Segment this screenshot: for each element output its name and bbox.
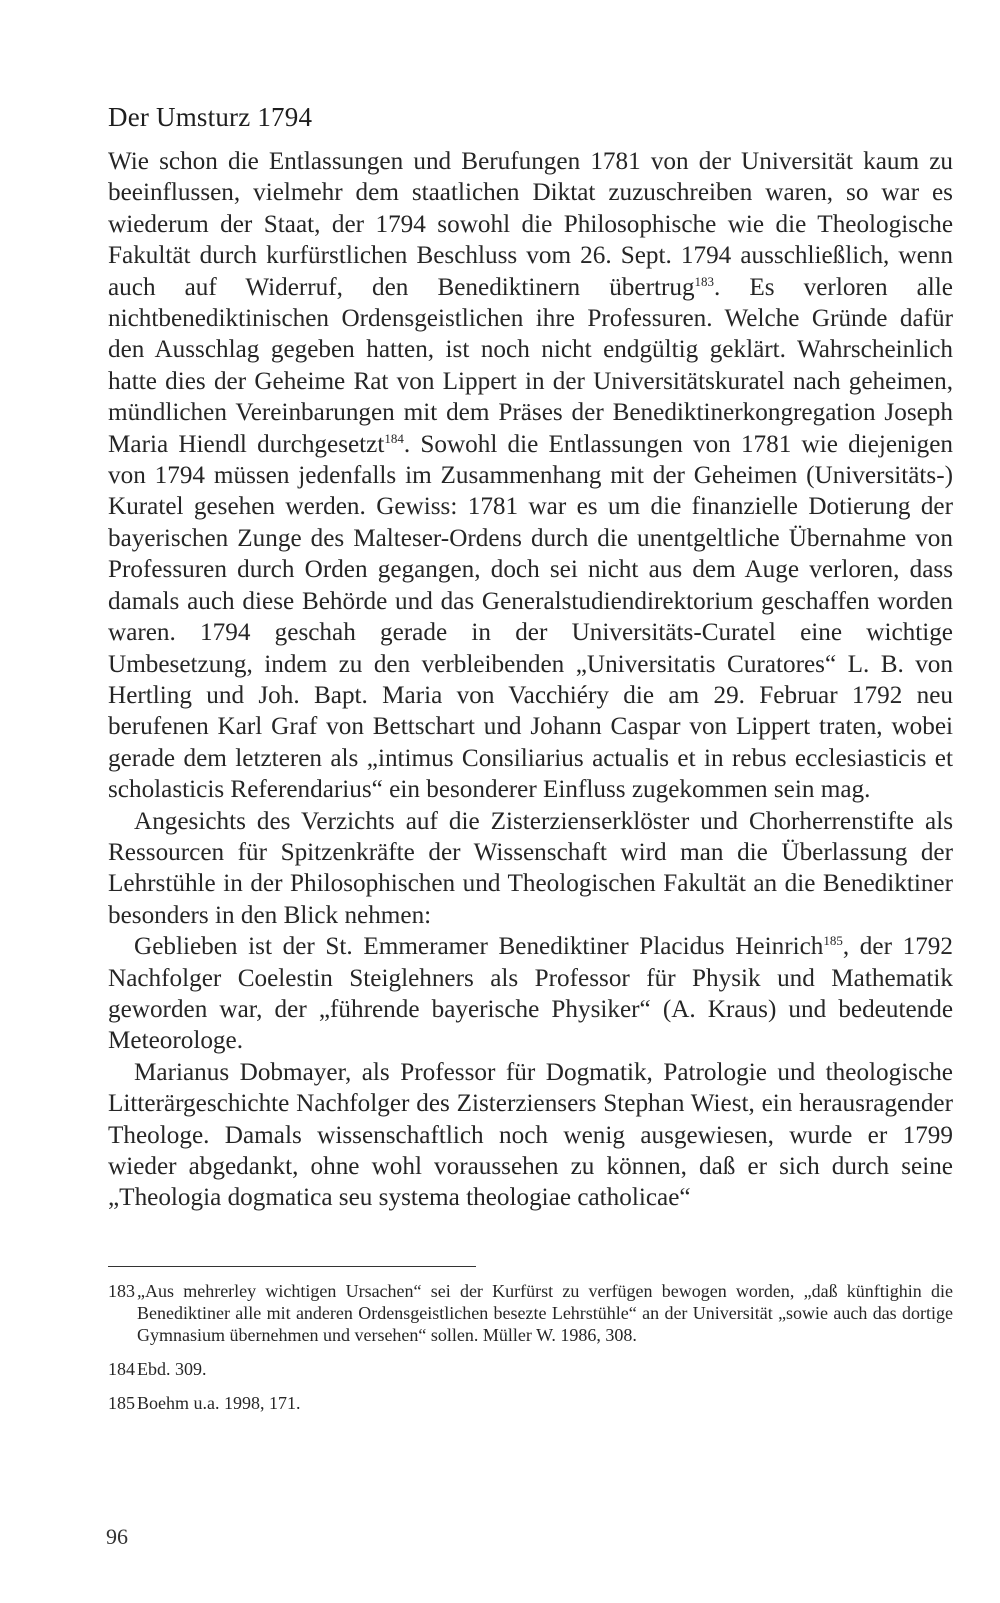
footnote-ref-185[interactable]: 185: [823, 933, 843, 949]
body-text: [108, 146, 953, 1214]
paragraph-1-text-a: Wie schon die Entlassungen und Berufungen 1781 von der Universität kaum zu beeinflussen, vielmehr dem staatlichen Diktat zuzuschreiben waren, so war es wiederum der Staat, der 1794 sowohl die Philosophische wie die Theologische Fakultät durch kurfürstlichen Beschluss vom 26. Sept. 1794 ausschließlich, wenn auch auf Widerruf, den Benediktinern übertrug: [108, 148, 953, 301]
footnote-185: [108, 1392, 953, 1414]
footnote-number: 184: [108, 1359, 135, 1379]
footnote-ref-184[interactable]: 184: [384, 430, 404, 446]
footnotes: [108, 1280, 953, 1426]
footnote-184: [108, 1358, 953, 1380]
paragraph-1-text-b: . Es verloren alle nichtbenediktinischen Ordensgeistlichen ihre Professuren. Welche Gründe dafür den Ausschlag gegeben hatten, ist noch nicht endgültig geklärt. Wahrscheinlich hatte dies der Geheime Rat von Lippert in der Universitätskuratel nach geheimen, mündlichen Vereinbarungen mit dem Präses der Benediktinerkongregation Joseph Maria Hiendl durchgesetzt: [108, 273, 953, 458]
page-number: 96: [106, 1524, 128, 1549]
paragraph-3-text-b: , der 1792 Nachfolger Coelestin Steiglehners als Professor für Physik und Mathematik geworden war, der „führende bayerische Physiker“ (A. Kraus) und bedeutende Meteorologe.: [108, 933, 953, 1055]
section-heading: Der Umsturz 1794: [108, 102, 313, 132]
footnote-number: 185: [108, 1393, 135, 1413]
paragraph-1-text-c: . Sowohl die Entlassungen von 1781 wie diejenigen von 1794 müssen jedenfalls im Zusammenhang mit der Geheimen (Universitäts-) Kuratel gesehen werden. Gewiss: 1781 war es um die finanzielle Dotierung der bayerischen Zunge des Malteser-Ordens durch die unentgeltliche Übernahme von Professuren durch Orden gegangen, doch sei nicht aus dem Auge verloren, dass damals auch diese Behörde und das Generalstudiendirektorium geschaffen worden waren. 1794 geschah gerade in der Universitäts-Curatel eine wichtige Umbesetzung, indem zu den verbleibenden „Universitatis Curatores“ L. B. von Hertling und Joh. Bapt. Maria von Vacchiéry die am 29. Februar 1792 neu berufenen Karl Graf von Bettschart und Johann Caspar von Lippert traten, wobei gerade dem letzteren als „intimus Consiliarius actualis et in rebus ecclesiasticis et scholasticis Referendarius“ ein besonderer Einfluss zugekommen sein mag.: [108, 430, 953, 804]
paragraph-3: [108, 931, 953, 1057]
footnote-ref-183[interactable]: 183: [694, 273, 715, 289]
footnote-text: „Aus mehrerley wichtigen Ursachen“ sei der Kurfürst zu verfügen bewogen worden, „daß künftighin die Benediktiner alle mit anderen Ordensgeistlichen besezte Lehrstühle“ an der Universität „sowie auch das dortige Gymnasium übernehmen und versehen“ sollen. Müller W. 1986, 308.: [137, 1281, 953, 1345]
paragraph-4-text: Marianus Dobmayer, als Professor für Dogmatik, Patrologie und theologische Litterärgeschichte Nachfolger des Zisterziensers Stephan Wiest, ein herausragender Theologe. Damals wissenschaftlich noch wenig ausgewiesen, wurde er 1799 wieder abgedankt, ohne wohl voraussehen zu können, daß er sich durch seine „Theologia dogmatica seu systema theologiae catholicae“: [108, 1058, 953, 1212]
paragraph-1: [108, 146, 953, 806]
footnote-number: 183: [108, 1281, 135, 1301]
paragraph-2: [108, 806, 953, 932]
footnote-divider: [108, 1266, 476, 1267]
footnote-text: Boehm u.a. 1998, 171.: [137, 1393, 301, 1413]
footnote-183: [108, 1280, 953, 1346]
paragraph-4: [108, 1057, 953, 1214]
paragraph-3-text-a: Geblieben ist der St. Emmeramer Benediktiner Placidus Heinrich: [134, 933, 824, 961]
paragraph-2-text: Angesichts des Verzichts auf die Zisterzienserklöster und Chorherrenstifte als Ressourcen für Spitzenkräfte der Wissenschaft wird man die Überlassung der Lehrstühle in der Philosophischen und Theologischen Fakultät an die Benediktiner besonders in den Blick nehmen:: [108, 807, 953, 929]
footnote-text: Ebd. 309.: [137, 1359, 207, 1379]
